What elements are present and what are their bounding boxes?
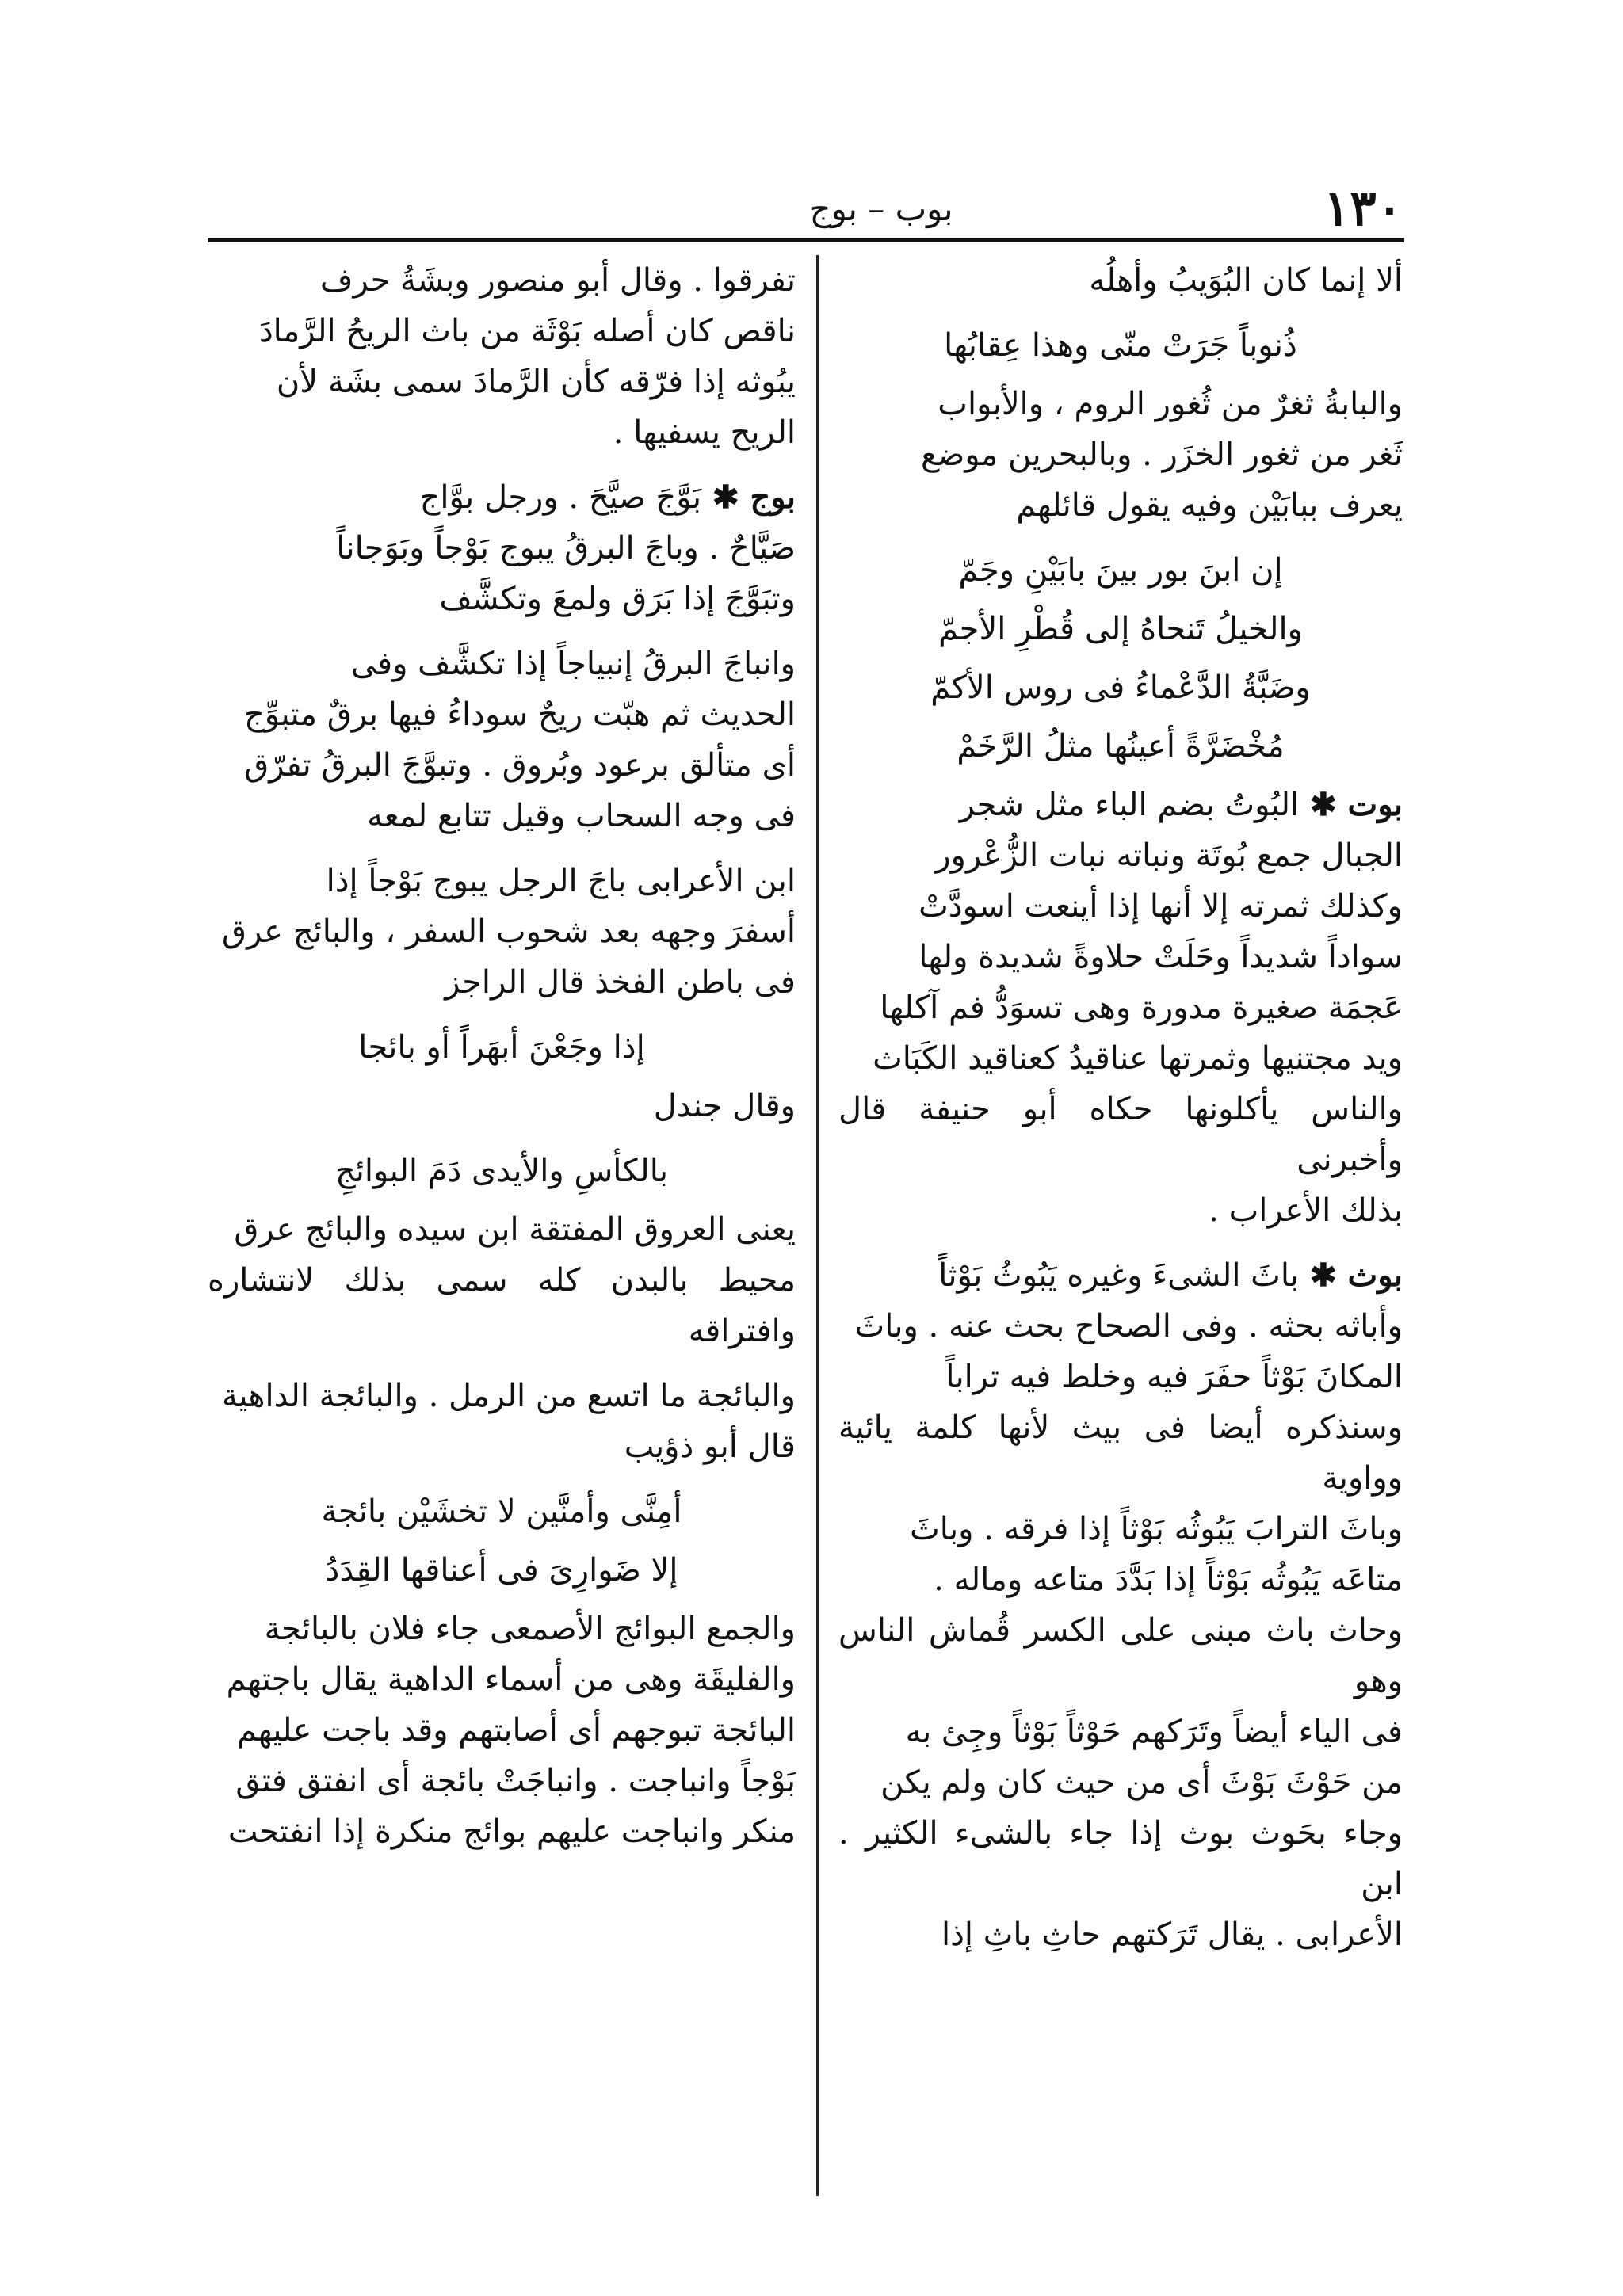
- text-line: البائجة تبوجهم أى أصابتهم وقد باجت عليهم: [237, 1712, 796, 1749]
- text-line: [208, 472, 796, 523]
- text-line: وجاء بحَوث بوث إذا جاء بالشىء الكثير . ابن: [838, 1815, 1403, 1902]
- dictionary-entry: [838, 780, 1403, 1236]
- text-line: وكذلك ثمرته إلا أنها إذا أينعت اسودَّتْ: [918, 888, 1403, 925]
- entry-headword: بوج ✱: [701, 479, 796, 516]
- text-line: سواداً شديداً وحَلَتْ حلاوةً شديدة ولها: [918, 939, 1403, 975]
- paragraph: [208, 1081, 796, 1131]
- paragraph: [208, 255, 796, 458]
- text-line: [838, 1250, 1403, 1301]
- text-line: بَوْجاً وانباجت . وانباجَتْ بائجة أى انفتق فتق: [235, 1763, 796, 1799]
- verse-line: والخيلُ تَنحاهُ إلى قُطْرِ الأجمّ: [938, 611, 1303, 647]
- text-line: ثَغر من ثغور الخزَر . وبالبحرين موضع: [920, 437, 1403, 473]
- paragraph: [208, 639, 796, 841]
- text-line: يبُوثه إذا فرّقه كأن الرَّمادَ سمى بشَة لأن: [276, 364, 796, 400]
- entry-headword: بوت ✱: [1299, 786, 1403, 823]
- entry-headword: بوث ✱: [1299, 1257, 1403, 1294]
- text-line: ألا إنما كان البُوَيبُ وأهلُه: [1089, 262, 1403, 299]
- paragraph: [838, 255, 1403, 306]
- text-line: يعرف ببابَيْن وفيه يقول قائلهم: [1016, 487, 1403, 524]
- text-line: والبابةُ ثغرٌ من ثُغور الروم ، والأبواب: [938, 386, 1403, 422]
- header-rule: [208, 238, 1404, 242]
- verse-line: مُخْضَرَّةً أعينُها مثلُ الرَّخَمْ: [957, 728, 1285, 765]
- text-line: الأعرابى . يقال تَرَكتهم حاثِ باثِ إذا: [941, 1917, 1403, 1953]
- text-line: فى باطن الفخذ قال الراجز: [445, 964, 796, 1001]
- text-line: والبائجة ما اتسع من الرمل . والبائجة الداهية: [221, 1378, 796, 1414]
- paragraph: [838, 379, 1403, 531]
- text-line: الريح يسفيها .: [613, 414, 796, 451]
- column-divider: [816, 255, 819, 2196]
- text-line: يعنى العروق المفتقة ابن سيده والبائج عرق: [234, 1211, 796, 1248]
- text-line: عَجمَة صغيرة مدورة وهى تسوَدُّ فم آكلها: [880, 990, 1403, 1026]
- verse-line: أمِنَّى وأمنَّين لا تخشَيْن بائجة: [321, 1493, 682, 1530]
- text-line: والناس يأكلونها حكاه أبو حنيفة قال وأخبرنى: [838, 1091, 1403, 1178]
- text-line: [838, 780, 1403, 830]
- text-line: وانباجَ البرقُ إنبياجاً إذا تكشَّف وفى: [350, 646, 796, 682]
- text-line: وسنذكره أيضا فى بيث لأنها كلمة يائية وواوية: [838, 1409, 1403, 1497]
- text-line: الحديث ثم هبّت ريحٌ سوداءُ فيها برقٌ متبوِّج: [243, 696, 796, 733]
- entry-text: باثَ الشىءَ وغيره يَبُوثُ بَوْثاً: [938, 1257, 1300, 1294]
- verse-line: بالكأسِ والأيدى دَمَ البوائجِ: [334, 1153, 669, 1189]
- text-line: فى الياء أيضاً وتَرَكهم حَوْثاً بَوْثاً وجِئ به: [905, 1714, 1403, 1750]
- text-line: بذلك الأعراب .: [1209, 1192, 1403, 1229]
- page-header: [208, 181, 1403, 236]
- paragraph: [208, 1371, 796, 1472]
- text-line: والفليقَة وهى من أسماء الداهية يقال باجتهم: [226, 1661, 796, 1698]
- text-line: وباثَ الترابَ يَبُوثُه بَوْثاً إذا فرقه . وباثَ: [910, 1511, 1403, 1547]
- text-line: وتبَوَّجَ إذا بَرَق ولمعَ وتكشَّف: [439, 581, 796, 617]
- verse-line: وضَبَّةُ الدَّعْماءُ فى روس الأكمّ: [930, 669, 1311, 706]
- text-line: وأباثه بحثه . وفى الصحاح بحث عنه . وباثَ: [854, 1308, 1403, 1344]
- entry-text: بَوَّجَ صيَّحَ . ورجل بوَّاج: [419, 479, 702, 516]
- verse-line: إذا وجَعْنَ أبهَراً أو بائجا: [358, 1029, 645, 1066]
- text-line: ناقص كان أصله بَوْثَة من باث الريحُ الرَّمادَ: [258, 313, 796, 349]
- text-line: ابن الأعرابى باجَ الرجل يبوج بَوْجاً إذا: [326, 863, 796, 899]
- text-line: وقال جندل: [653, 1088, 796, 1124]
- text-line: والجمع البوائج الأصمعى جاء فلان بالبائجة: [264, 1611, 796, 1647]
- dictionary-entry: [838, 1250, 1403, 1960]
- text-line: محيط بالبدن كله سمى بذلك لانتشاره وافتراقه: [208, 1262, 796, 1349]
- text-line: صَيَّاحٌ . وباجَ البرقُ يبوج بَوْجاً وبَوَجاناً: [336, 530, 796, 566]
- text-line: أسفرَ وجهه بعد شحوب السفر ، والبائج عرق: [222, 913, 796, 950]
- text-line: المكانَ بَوْثاً حفَرَ فيه وخلط فيه تراباً: [945, 1359, 1403, 1395]
- dictionary-entry: [208, 472, 796, 624]
- text-line: من حَوْثَ بَوْثَ أى من حيث كان ولم يكن: [880, 1764, 1403, 1801]
- verse-line: إن ابنَ بور بينَ بابَيْنِ وجَمّ: [958, 552, 1283, 589]
- text-line: متاعَه يَبُوثُه بَوْثاً إذا بَدَّدَ متاعه وماله .: [934, 1562, 1403, 1598]
- left-column: [208, 255, 796, 1871]
- text-line: أى متألق برعود وبُروق . وتبوَّجَ البرقُ تفرّق: [244, 747, 796, 784]
- text-line: فى وجه السحاب وقيل تتابع لمعه: [367, 798, 796, 834]
- paragraph: [208, 1604, 796, 1857]
- paragraph: [208, 1204, 796, 1356]
- paragraph: [208, 856, 796, 1008]
- text-line: وحاث باث مبنى على الكسر قُماش الناس وهو: [838, 1612, 1403, 1699]
- right-column: [838, 255, 1403, 1974]
- entry-text: البُوتُ بضم الباء مثل شجر: [959, 787, 1300, 823]
- text-line: منكر وانباجت عليهم بوائج منكرة إذا انفتحت: [227, 1814, 796, 1850]
- verse-line: ذُنوباً جَرَتْ منّى وهذا عِقابُها: [944, 327, 1297, 364]
- text-line: الجبال جمع بُوتَة ونباته نبات الزُّعْرور: [935, 837, 1403, 874]
- verse-line: إلا ضَوارِىَ فى أعناقها القِدَدُ: [325, 1552, 678, 1589]
- running-title: بوب – بوج: [809, 189, 953, 228]
- text-line: قال أبو ذؤيب: [624, 1428, 796, 1465]
- text-line: تفرقوا . وقال أبو منصور وبشَةُ حرف: [320, 262, 796, 299]
- text-line: ويد مجتنيها وثمرتها عناقيدُ كعناقيد الكَبَاث: [873, 1040, 1403, 1077]
- page-number: ١٣٠: [1323, 179, 1403, 237]
